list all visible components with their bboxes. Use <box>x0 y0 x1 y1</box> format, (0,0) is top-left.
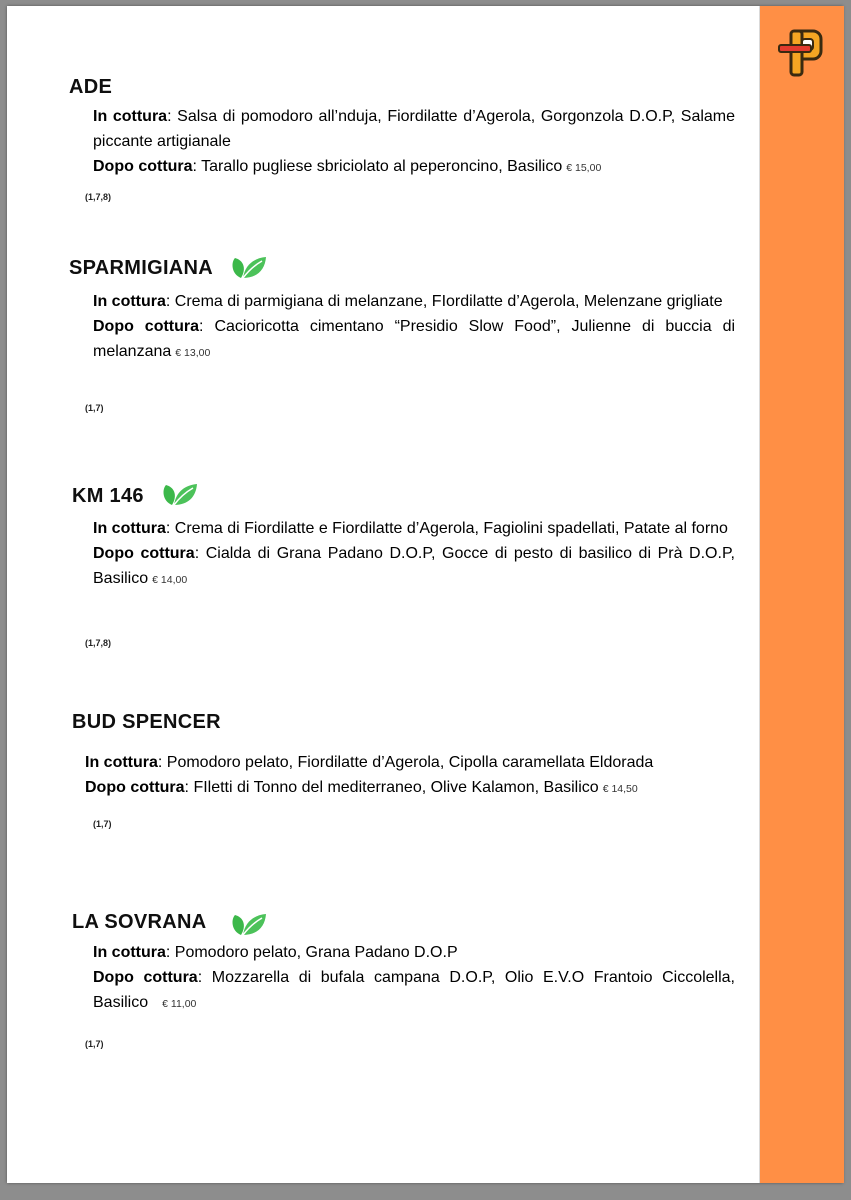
allergens-note: (1,7,8) <box>85 638 112 648</box>
item-description: In cottura: Crema di Fiordilatte e Fiordilatte d’Agerola, Fagiolini spadellati, Patate al forno Dopo cottura: Cialda di Grana Padano D.O.P, Gocce di pesto di basilico di Prà D.O.P, Basilico € 14,00 <box>93 520 736 587</box>
item-price: € 14,50 <box>602 783 638 795</box>
in-cottura-label: In cottura <box>85 754 158 771</box>
dopo-cottura-label: Dopo cottura <box>93 318 200 335</box>
item-description: In cottura: Salsa di pomodoro all’nduja, Fiordilatte d’Agerola, Gorgonzola D.O.P, Salame piccante artigianale Dopo cottura: Tarallo pugliese sbriciolato al peperoncino, Basilico € 15,00 <box>93 108 736 175</box>
in-cottura-text: Pomodoro pelato, Fiordilatte d’Agerola, Cipolla caramellata Eldorada <box>166 754 654 771</box>
dopo-cottura-label: Dopo cottura <box>85 779 185 796</box>
item-price: € 11,00 <box>162 998 197 1010</box>
dopo-cottura-label: Dopo cottura <box>93 158 193 175</box>
item-title: BUD SPENCER <box>72 711 221 733</box>
vegetarian-leaf-icon <box>231 911 267 937</box>
allergens-note: (1,7) <box>93 819 112 829</box>
item-price: € 14,00 <box>152 574 188 586</box>
item-title: SPARMIGIANA <box>69 257 214 279</box>
menu-page <box>7 6 843 1183</box>
allergens-note: (1,7) <box>85 1039 104 1049</box>
item-description: In cottura: Pomodoro pelato, Grana Padano D.O.P Dopo cottura: Mozzarella di bufala campana D.O.P, Olio E.V.O Frantoio Ciccolella, Basilico € 11,00 <box>93 944 735 1011</box>
dopo-cottura-label: Dopo cottura <box>93 969 198 986</box>
in-cottura-label: In cottura <box>93 520 166 537</box>
dopo-cottura-text: Cialda di Grana Padano D.O.P, Gocce di pesto di basilico di Prà D.O.P, Basilico <box>93 545 736 587</box>
item-price: € 13,00 <box>175 347 211 359</box>
item-price: € 15,00 <box>566 162 602 174</box>
item-title: LA SOVRANA <box>72 911 207 933</box>
letter-p-logo-icon <box>773 28 829 78</box>
allergens-note: (1,7,8) <box>85 192 112 202</box>
vegetarian-leaf-icon <box>162 481 198 507</box>
vegetarian-leaf-icon <box>231 254 267 280</box>
dopo-cottura-text: Cacioricotta cimentano “Presidio Slow Food”, Julienne di buccia di melanzana <box>93 318 736 360</box>
item-title: ADE <box>69 76 113 98</box>
item-title: KM 146 <box>72 485 144 507</box>
item-description: In cottura: Pomodoro pelato, Fiordilatte d’Agerola, Cipolla caramellata Eldorada Dopo cottura: FIletti di Tonno del mediterraneo, Olive Kalamon, Basilico € 14,50 <box>85 754 654 796</box>
allergens-note: (1,7) <box>85 403 104 413</box>
in-cottura-text: Pomodoro pelato, Grana Padano D.O.P <box>174 944 458 961</box>
dopo-cottura-text: Tarallo pugliese sbriciolato al peperoncino, Basilico <box>201 158 563 175</box>
in-cottura-text: Salsa di pomodoro all’nduja, Fiordilatte d’Agerola, Gorgonzola D.O.P, Salame piccante artigianale <box>93 108 736 150</box>
orange-side-band <box>759 6 844 1183</box>
dopo-cottura-label: Dopo cottura <box>93 545 195 562</box>
in-cottura-label: In cottura <box>93 108 168 125</box>
in-cottura-label: In cottura <box>93 293 166 310</box>
in-cottura-text: Crema di parmigiana di melanzane, FIordilatte d’Agerola, Melenzane grigliate <box>174 293 723 310</box>
in-cottura-label: In cottura <box>93 944 166 961</box>
dopo-cottura-text: FIletti di Tonno del mediterraneo, Olive Kalamon, Basilico <box>193 779 599 796</box>
item-description: In cottura: Crema di parmigiana di melanzane, FIordilatte d’Agerola, Melenzane grigliate Dopo cottura: Cacioricotta cimentano “Presidio Slow Food”, Julienne di buccia di melanzana € 13,00 <box>93 293 736 360</box>
in-cottura-text: Crema di Fiordilatte e Fiordilatte d’Agerola, Fagiolini spadellati, Patate al forno <box>174 520 728 537</box>
dopo-cottura-text: Mozzarella di bufala campana D.O.P, Olio E.V.O Frantoio Ciccolella, Basilico <box>93 969 735 1011</box>
